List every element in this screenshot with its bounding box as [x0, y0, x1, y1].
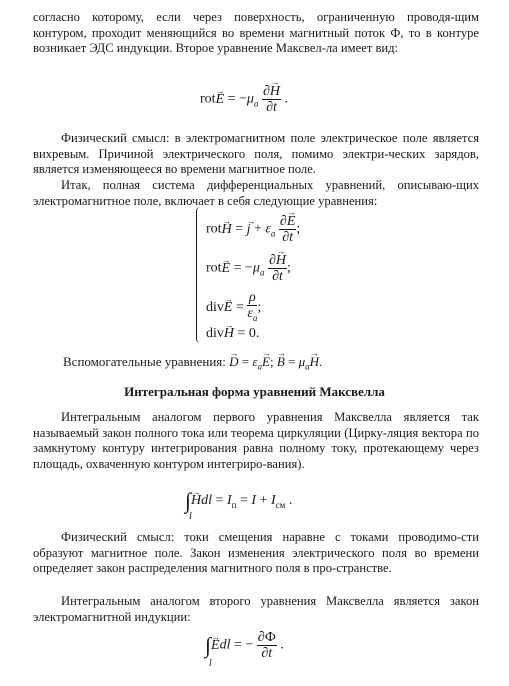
integral-limit-l: l [189, 511, 192, 522]
equation-integral-e: ∫→ Edl = − $\frac{\partial Ф}{\partial t}$ . [205, 630, 284, 661]
paragraph-em-induction: Интегральным аналогом второго уравнения Максвелла является закон электромагнитной индукции: [33, 594, 479, 624]
equation-system-brace [196, 207, 202, 343]
equation-integral-h: ∫→ Hdl = $I_п = I + I_{см}$ . [185, 490, 292, 513]
auxiliary-equations: Вспомогательные уравнения: → $D = \varepsilon_a\to E$; → $B = \mu_a\to H$. [63, 354, 322, 375]
integral-limit-l-2: l [209, 658, 212, 669]
equation-rot-e: $rot\to E = -\mu_a$ $\frac{\partial\to H}{\partial t}$ . [200, 84, 288, 115]
equation-rot-e-system: $rot\to E = -\mu_a$ $\frac{\partial\to H}{\partial t}$ ; [206, 253, 291, 284]
paragraph-full-system: Итак, полная система дифференциальных уравнений, описываю-щих электромагнитное поле, включает в себя следующие уравнения: [33, 178, 479, 208]
paragraph-physical-meaning-2: Физический смысл: токи смещения наравне с токами проводимо-сти образуют магнитное поле. Закон изменения электрического поля во времени определяет закон распределения магнитного поля в про-странстве. [33, 530, 479, 576]
section-heading: Интегральная форма уравнений Максвелла [124, 384, 385, 399]
paragraph-physical-meaning-1: Физический смысл: в электромагнитном поле электрическое поле является вихревым. Причиной электрического поля, помимо электри-ческих зарядов, является изменяющееся во времени магнитное поле. [33, 131, 479, 177]
equation-div-e: div→ E = $\frac{\rho}{\varepsilon_a}$ ; [206, 290, 261, 326]
paragraph-faraday-intro: согласно которому, если через поверхность, ограниченную проводя-щим контуром, проходит меняющийся во времени магнитный поток Ф, то в контуре возникает ЭДС индукции. Второе уравнение Максвел-ла имеет вид: [33, 10, 479, 56]
equation-rot-h: rot→ H = → $j + \varepsilon_a$ $\frac{\partial\to E}{\partial t}$ ; [206, 214, 300, 245]
paragraph-circulation-theorem: Интегральным аналогом первого уравнения Максвелла является так называемый закон полного тока или теорема циркуляции (Цирку-ляция вектора по замкнутому контуру интегрирования равна полному току, протекающему через площадь, охваченную контуром интегриро-вания). [33, 410, 479, 471]
equation-div-h: div→ H = 0. [206, 326, 259, 342]
